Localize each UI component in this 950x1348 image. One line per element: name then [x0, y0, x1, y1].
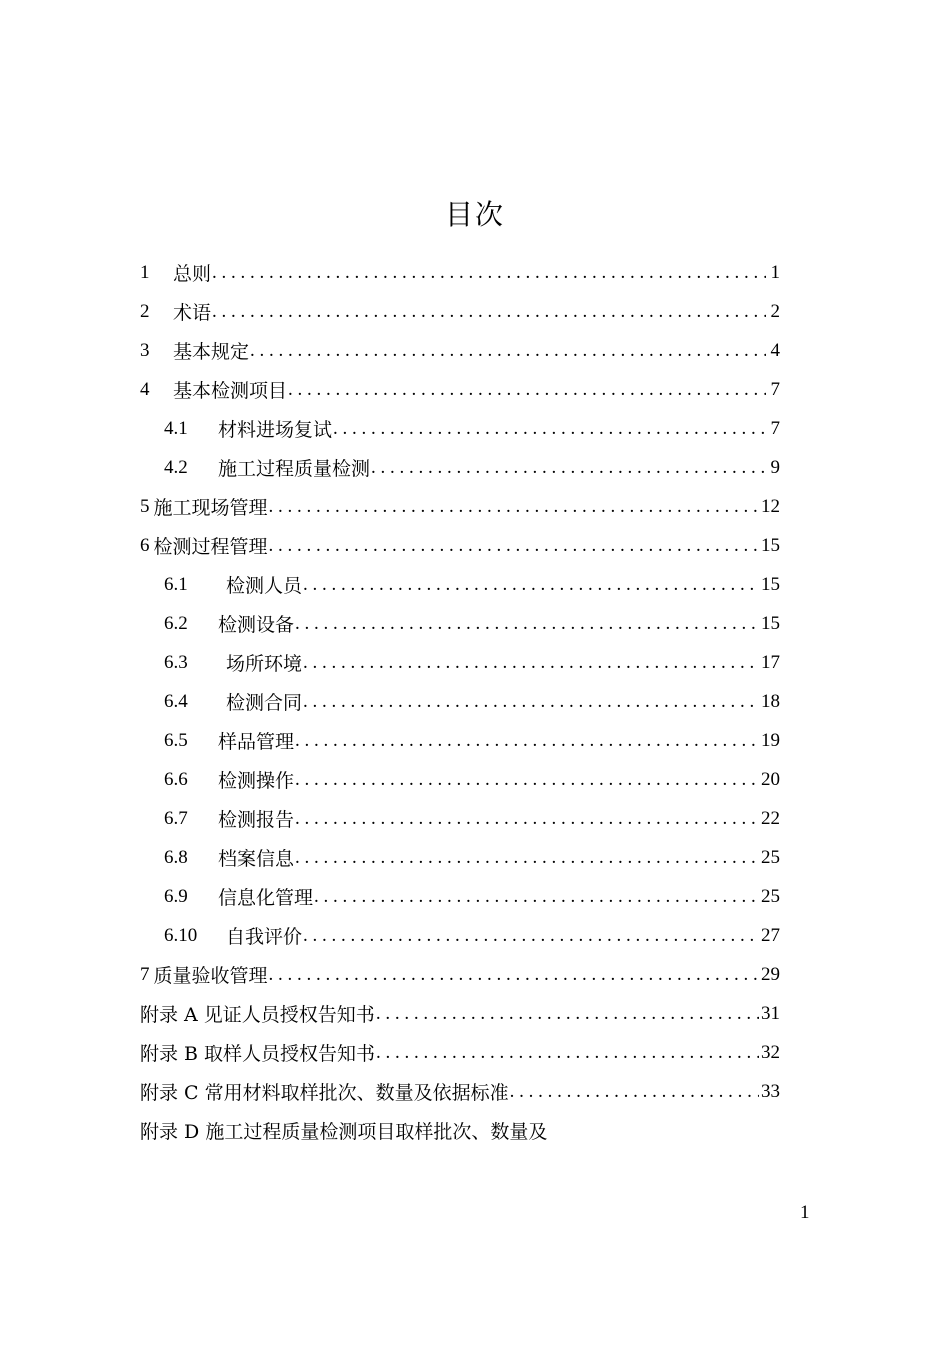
toc-entry[interactable]: [140, 604, 780, 643]
toc-entry[interactable]: [140, 1033, 780, 1072]
toc-leader-dots: [250, 340, 766, 362]
toc-entry-title: 检测设备: [218, 614, 295, 636]
toc-entry-page: 19: [761, 729, 780, 751]
toc-leader-dots: [212, 262, 766, 284]
toc-leader-dots: [269, 964, 759, 986]
toc-entry-number: 4.2: [164, 456, 188, 478]
toc-entry-title: 档案信息: [218, 848, 295, 870]
toc-entry[interactable]: [140, 838, 780, 877]
toc-entry[interactable]: [140, 721, 780, 760]
toc-leader-dots: [303, 574, 759, 596]
toc-leader-dots: [303, 925, 759, 947]
toc-entry-title: 附录 C 常用材料取样批次、数量及依据标准: [140, 1082, 509, 1104]
toc-entry-number: 4: [140, 378, 150, 400]
toc-entry[interactable]: [140, 877, 780, 916]
toc-entry-title: 附录 A 见证人员授权告知书: [140, 1004, 375, 1026]
toc-entry-number: 6.10: [164, 924, 198, 946]
toc-entry-number: 6.1: [164, 573, 188, 595]
toc-entry-page: 7: [770, 378, 780, 400]
toc-entry[interactable]: [140, 799, 780, 838]
toc-entry-number: 6.6: [164, 768, 188, 790]
toc-entry[interactable]: [140, 1111, 780, 1150]
toc-leader-dots: [212, 301, 766, 323]
toc-leader-dots: [303, 691, 759, 713]
toc-entry-title: 附录 D 施工过程质量检测项目取样批次、数量及: [140, 1121, 548, 1143]
toc-entry[interactable]: [140, 682, 780, 721]
toc-leader-dots: [295, 730, 759, 752]
toc-entry-page: 33: [761, 1080, 780, 1102]
toc-entry-number: 4.1: [164, 417, 188, 439]
toc-entry-number: 6.3: [164, 651, 188, 673]
toc-entry-title: 基本检测项目: [173, 380, 288, 402]
toc-leader-dots: [295, 769, 759, 791]
toc-entry[interactable]: [140, 526, 780, 565]
toc-entry-title: 场所环境: [226, 653, 303, 675]
toc-entry[interactable]: [140, 292, 780, 331]
toc-entry-number: 6.2: [164, 612, 188, 634]
toc-leader-dots: [303, 652, 759, 674]
toc-entry[interactable]: [140, 448, 780, 487]
toc-entry-page: 18: [761, 690, 780, 712]
toc-leader-dots: [371, 457, 766, 479]
toc-entry-number: 6.9: [164, 885, 188, 907]
page-number: 1: [800, 1202, 810, 1223]
toc-entry[interactable]: [140, 760, 780, 799]
toc-entry-title: 自我评价: [226, 926, 303, 948]
toc-entry-title: 信息化管理: [218, 887, 314, 909]
toc-entry-title: 质量验收管理: [153, 965, 268, 987]
toc-entry-page: 4: [770, 339, 780, 361]
toc-leader-dots: [269, 535, 759, 557]
toc-entry-number: 3: [140, 339, 150, 361]
toc-entry-title: 术语: [173, 302, 212, 324]
toc-entry[interactable]: [140, 955, 780, 994]
toc-entry-number: 6.7: [164, 807, 188, 829]
toc-leader-dots: [376, 1003, 759, 1025]
toc-entry-title: 材料进场复试: [218, 419, 333, 441]
toc-entry-page: 1: [770, 261, 780, 283]
toc-entry[interactable]: [140, 331, 780, 370]
toc-entry-title: 检测人员: [226, 575, 303, 597]
toc-entry-page: 15: [761, 612, 780, 634]
toc-entry-page: 9: [770, 456, 780, 478]
toc-entry-page: 17: [761, 651, 780, 673]
toc-list: [140, 253, 780, 1150]
toc-entry-number: 5: [140, 495, 150, 517]
toc-entry-page: 15: [761, 573, 780, 595]
toc-entry-number: 6: [140, 534, 150, 556]
toc-entry-page: 31: [761, 1002, 780, 1024]
toc-entry-page: 22: [761, 807, 780, 829]
toc-entry-number: 2: [140, 300, 150, 322]
toc-entry[interactable]: [140, 370, 780, 409]
toc-entry[interactable]: [140, 409, 780, 448]
toc-entry-page: 15: [761, 534, 780, 556]
toc-entry[interactable]: [140, 1072, 780, 1111]
toc-entry-page: 25: [761, 846, 780, 868]
toc-entry-title: 附录 B 取样人员授权告知书: [140, 1043, 376, 1065]
toc-leader-dots: [288, 379, 766, 401]
toc-leader-dots: [295, 808, 759, 830]
toc-entry-page: 27: [761, 924, 780, 946]
toc-entry-number: 6.4: [164, 690, 188, 712]
toc-entry-number: 6.5: [164, 729, 188, 751]
toc-entry-page: 29: [761, 963, 780, 985]
toc-leader-dots: [269, 496, 759, 518]
toc-leader-dots: [510, 1081, 759, 1103]
toc-entry-page: 12: [761, 495, 780, 517]
toc-entry-page: 25: [761, 885, 780, 907]
toc-entry-page: 2: [770, 300, 780, 322]
toc-leader-dots: [333, 418, 766, 440]
toc-entry-title: 基本规定: [173, 341, 250, 363]
toc-title: 目次: [444, 198, 505, 231]
toc-leader-dots: [295, 613, 759, 635]
toc-entry-title: 施工现场管理: [153, 497, 268, 519]
toc-entry-title: 样品管理: [218, 731, 295, 753]
toc-entry-number: 6.8: [164, 846, 188, 868]
toc-entry-page: 7: [770, 417, 780, 439]
toc-entry-title: 检测操作: [218, 770, 295, 792]
toc-leader-dots: [376, 1042, 759, 1064]
toc-leader-dots: [295, 847, 759, 869]
toc-entry-title: 总则: [173, 263, 212, 285]
toc-entry-title: 检测报告: [218, 809, 295, 831]
toc-entry-page: 32: [761, 1041, 780, 1063]
toc-entry[interactable]: [140, 916, 780, 955]
toc-entry[interactable]: [140, 994, 780, 1033]
toc-entry[interactable]: [140, 487, 780, 526]
toc-entry[interactable]: [140, 253, 780, 292]
toc-entry[interactable]: [140, 565, 780, 604]
toc-entry-title: 检测合同: [226, 692, 303, 714]
toc-entry-title: 检测过程管理: [153, 536, 268, 558]
toc-entry-page: 20: [761, 768, 780, 790]
toc-entry[interactable]: [140, 643, 780, 682]
toc-entry-number: 7: [140, 963, 150, 985]
toc-entry-title: 施工过程质量检测: [218, 458, 371, 480]
toc-leader-dots: [314, 886, 759, 908]
toc-entry-number: 1: [140, 261, 150, 283]
